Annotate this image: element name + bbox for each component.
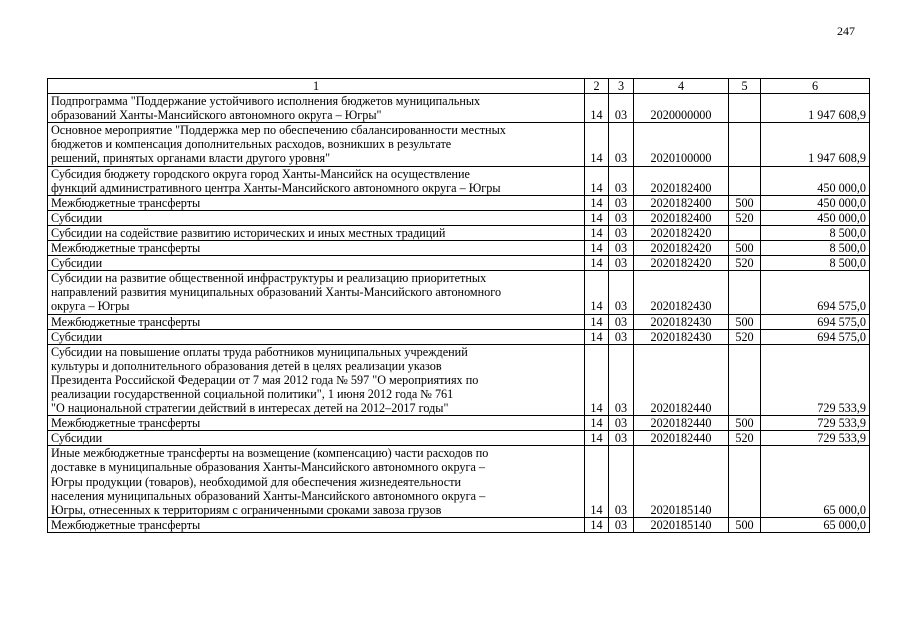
target-article-cell: 2020182430: [634, 314, 729, 329]
target-article-cell: 2020182430: [634, 329, 729, 344]
amount-cell: 8 500,0: [761, 256, 870, 271]
table-row: [48, 166, 870, 195]
table-row: [48, 517, 870, 532]
subsection-code-cell: 03: [609, 195, 634, 210]
budget-table: [47, 78, 870, 533]
amount-cell: 1 947 608,9: [761, 94, 870, 123]
target-article-cell: 2020000000: [634, 94, 729, 123]
expense-type-cell: 500: [729, 314, 761, 329]
expense-type-cell: 500: [729, 195, 761, 210]
row-name-cell: Субсидии на повышение оплаты труда работников муниципальных учреждений культуры и дополнительного образования детей в целях реализации указов Президента Российской Федерации от 7 мая 2012 года № 597 "О мероприятиях по реализации государственной социальной политики", 1 июня 2012 года № 761 "О национальной стратегии действий в интересах детей на 2012–2017 годы": [48, 344, 585, 415]
amount-cell: 729 533,9: [761, 416, 870, 431]
row-name-cell: Межбюджетные трансферты: [48, 195, 585, 210]
target-article-cell: 2020182400: [634, 166, 729, 195]
column-header: 5: [729, 79, 761, 94]
target-article-cell: 2020185140: [634, 446, 729, 517]
section-code-cell: 14: [585, 271, 609, 314]
expense-type-cell: [729, 166, 761, 195]
section-code-cell: 14: [585, 329, 609, 344]
expense-type-cell: [729, 344, 761, 415]
expense-type-cell: 520: [729, 329, 761, 344]
amount-cell: 694 575,0: [761, 271, 870, 314]
expense-type-cell: 520: [729, 210, 761, 225]
section-code-cell: 14: [585, 241, 609, 256]
target-article-cell: 2020182440: [634, 431, 729, 446]
table-row: [48, 195, 870, 210]
amount-cell: 8 500,0: [761, 225, 870, 240]
section-code-cell: 14: [585, 123, 609, 166]
expense-type-cell: [729, 94, 761, 123]
amount-cell: 450 000,0: [761, 166, 870, 195]
table-row: [48, 225, 870, 240]
subsection-code-cell: 03: [609, 431, 634, 446]
subsection-code-cell: 03: [609, 123, 634, 166]
section-code-cell: 14: [585, 210, 609, 225]
target-article-cell: 2020182400: [634, 195, 729, 210]
target-article-cell: 2020182400: [634, 210, 729, 225]
section-code-cell: 14: [585, 344, 609, 415]
table-row: [48, 271, 870, 314]
subsection-code-cell: 03: [609, 314, 634, 329]
subsection-code-cell: 03: [609, 256, 634, 271]
section-code-cell: 14: [585, 446, 609, 517]
amount-cell: 1 947 608,9: [761, 123, 870, 166]
column-header: 1: [48, 79, 585, 94]
amount-cell: 450 000,0: [761, 210, 870, 225]
column-header: 4: [634, 79, 729, 94]
target-article-cell: 2020182440: [634, 344, 729, 415]
row-name-cell: Субсидии: [48, 329, 585, 344]
subsection-code-cell: 03: [609, 241, 634, 256]
subsection-code-cell: 03: [609, 94, 634, 123]
amount-cell: 729 533,9: [761, 431, 870, 446]
expense-type-cell: [729, 271, 761, 314]
expense-type-cell: 500: [729, 517, 761, 532]
row-name-cell: Межбюджетные трансферты: [48, 416, 585, 431]
column-header: 2: [585, 79, 609, 94]
subsection-code-cell: 03: [609, 210, 634, 225]
expense-type-cell: [729, 225, 761, 240]
table-row: [48, 431, 870, 446]
section-code-cell: 14: [585, 517, 609, 532]
expense-type-cell: 520: [729, 256, 761, 271]
section-code-cell: 14: [585, 94, 609, 123]
target-article-cell: 2020182440: [634, 416, 729, 431]
target-article-cell: 2020182420: [634, 241, 729, 256]
row-name-cell: Подпрограмма "Поддержание устойчивого исполнения бюджетов муниципальных образований Ханты-Мансийского автономного округа – Югры": [48, 94, 585, 123]
expense-type-cell: [729, 446, 761, 517]
target-article-cell: 2020182420: [634, 256, 729, 271]
subsection-code-cell: 03: [609, 271, 634, 314]
table-header-row: [48, 79, 870, 94]
row-name-cell: Субсидии на развитие общественной инфраструктуры и реализацию приоритетных направлений развития муниципальных образований Ханты-Мансийского автономного округа – Югры: [48, 271, 585, 314]
target-article-cell: 2020185140: [634, 517, 729, 532]
row-name-cell: Иные межбюджетные трансферты на возмещение (компенсацию) части расходов по доставке в муниципальные образования Ханты-Мансийского автономного округа – Югры продукции (товаров), необходимой для обеспечения жизнедеятельности населения муниципальных образований Ханты-Мансийского автономного округа – Югры, отнесенных к территориям с ограниченными сроками завоза грузов: [48, 446, 585, 517]
table-row: [48, 329, 870, 344]
subsection-code-cell: 03: [609, 517, 634, 532]
expense-type-cell: 500: [729, 241, 761, 256]
subsection-code-cell: 03: [609, 329, 634, 344]
table-body: [48, 79, 870, 533]
target-article-cell: 2020182420: [634, 225, 729, 240]
row-name-cell: Межбюджетные трансферты: [48, 517, 585, 532]
table-row: [48, 314, 870, 329]
amount-cell: 694 575,0: [761, 329, 870, 344]
target-article-cell: 2020182430: [634, 271, 729, 314]
row-name-cell: Субсидии: [48, 256, 585, 271]
section-code-cell: 14: [585, 416, 609, 431]
expense-type-cell: 500: [729, 416, 761, 431]
row-name-cell: Межбюджетные трансферты: [48, 314, 585, 329]
column-header: 3: [609, 79, 634, 94]
subsection-code-cell: 03: [609, 166, 634, 195]
amount-cell: 8 500,0: [761, 241, 870, 256]
section-code-cell: 14: [585, 166, 609, 195]
subsection-code-cell: 03: [609, 344, 634, 415]
expense-type-cell: 520: [729, 431, 761, 446]
row-name-cell: Основное мероприятие "Поддержка мер по обеспечению сбалансированности местных бюджетов и компенсация дополнительных расходов, возникших в результате решений, принятых органами власти другого уровня": [48, 123, 585, 166]
expense-type-cell: [729, 123, 761, 166]
column-header: 6: [761, 79, 870, 94]
section-code-cell: 14: [585, 256, 609, 271]
section-code-cell: 14: [585, 431, 609, 446]
amount-cell: 65 000,0: [761, 446, 870, 517]
section-code-cell: 14: [585, 314, 609, 329]
table-row: [48, 446, 870, 517]
row-name-cell: Субсидии: [48, 431, 585, 446]
row-name-cell: Субсидия бюджету городского округа город Ханты-Мансийск на осуществление функций административного центра Ханты-Мансийского автономного округа – Югры: [48, 166, 585, 195]
table-row: [48, 256, 870, 271]
table-row: [48, 241, 870, 256]
table-row: [48, 210, 870, 225]
target-article-cell: 2020100000: [634, 123, 729, 166]
table-row: [48, 416, 870, 431]
row-name-cell: Межбюджетные трансферты: [48, 241, 585, 256]
subsection-code-cell: 03: [609, 416, 634, 431]
row-name-cell: Субсидии: [48, 210, 585, 225]
table-row: [48, 94, 870, 123]
row-name-cell: Субсидии на содействие развитию исторических и иных местных традиций: [48, 225, 585, 240]
subsection-code-cell: 03: [609, 225, 634, 240]
subsection-code-cell: 03: [609, 446, 634, 517]
amount-cell: 694 575,0: [761, 314, 870, 329]
section-code-cell: 14: [585, 225, 609, 240]
amount-cell: 729 533,9: [761, 344, 870, 415]
amount-cell: 450 000,0: [761, 195, 870, 210]
page-number: 247: [837, 24, 855, 38]
section-code-cell: 14: [585, 195, 609, 210]
amount-cell: 65 000,0: [761, 517, 870, 532]
table-row: [48, 344, 870, 415]
table-row: [48, 123, 870, 166]
